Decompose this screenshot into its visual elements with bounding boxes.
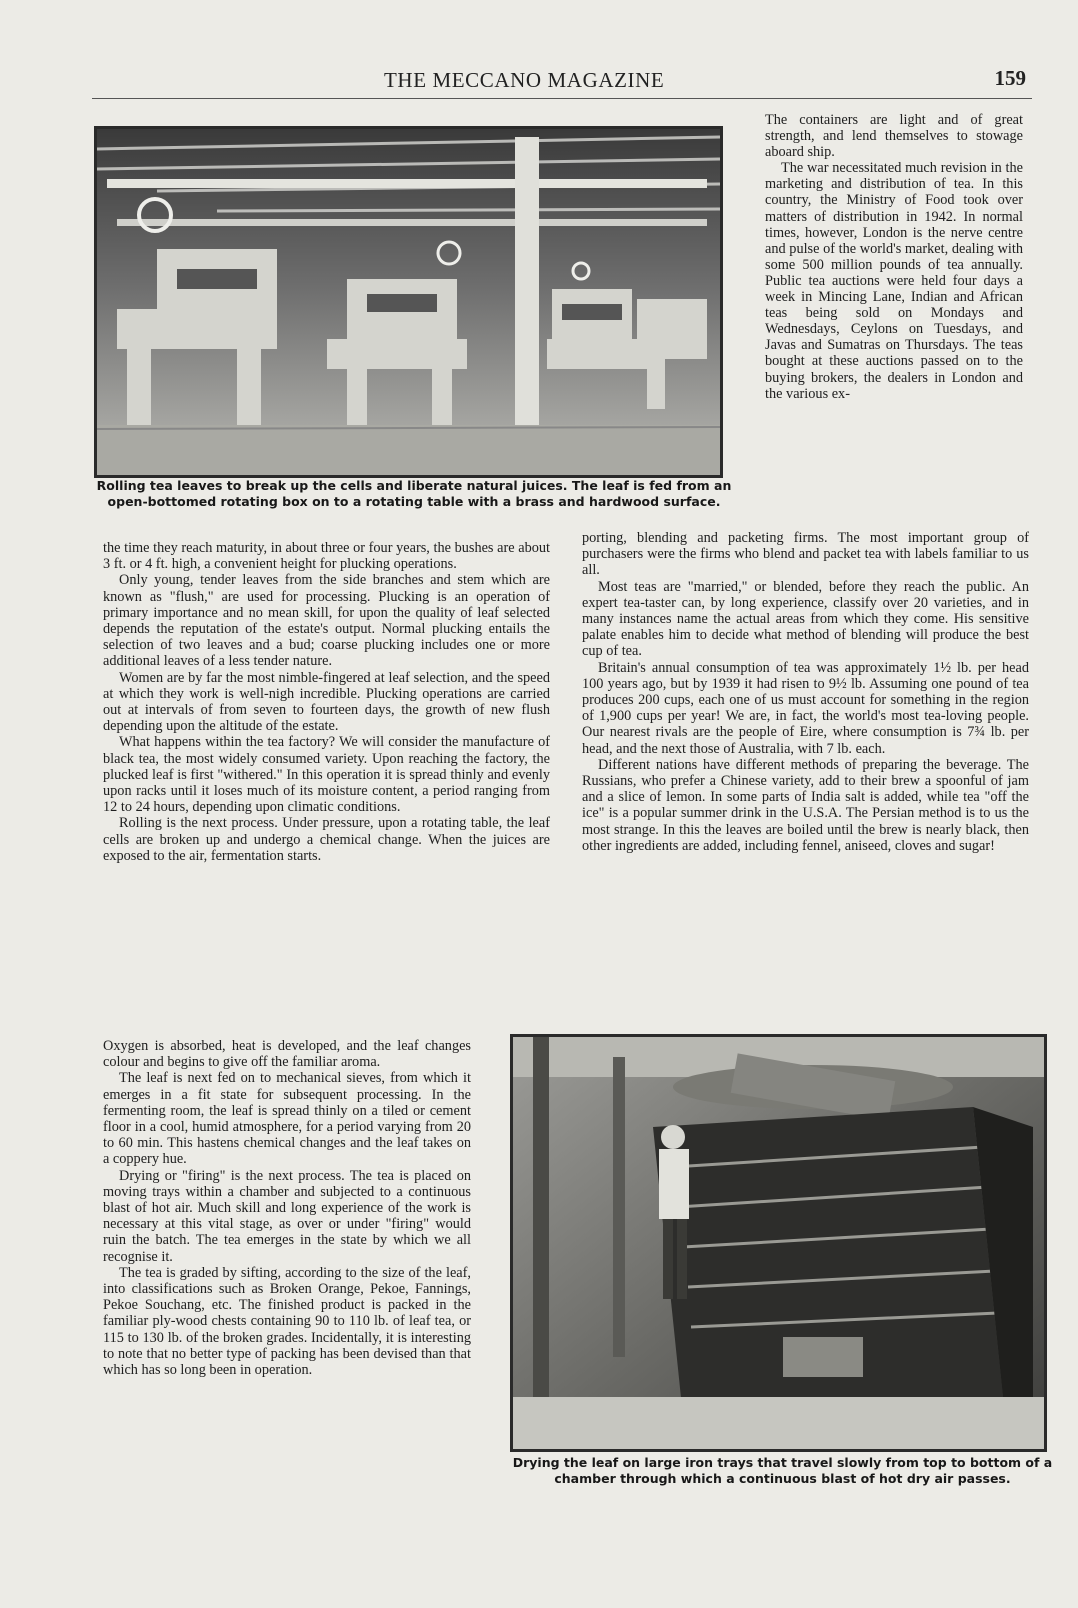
paragraph: What happens within the tea factory? We will consider the manufacture of black tea, the most widely consumed variety. Upon reaching the factory, the plucked leaf is first "withered." In this operation it is spread thinly and evenly upon racks until it loses much of its moisture content, a period ranging from 12 to 24 hours, depending upon climatic conditions.	[103, 734, 550, 816]
paragraph: Women are by far the most nimble-fingered at leaf selection, and the speed at which they work is well-nigh incredible. Plucking operations are carried out at intervals of from seven to fourteen days, the growth of new flush depending upon the altitude of the estate.	[103, 669, 550, 735]
paragraph: The leaf is next fed on to mechanical sieves, from which it emerges in a fit state for subsequent processing. In the fermenting room, the leaf is spread thinly on a tiled or cement floor in a cool, humid atmosphere, for a period varying from 20 to 60 min. This hastens chemical changes and the leaf takes on a coppery hue.	[103, 1070, 471, 1168]
paragraph: Oxygen is absorbed, heat is developed, and the leaf changes colour and begins to give off the familiar aroma.	[103, 1038, 471, 1071]
paragraph: Only young, tender leaves from the side branches and stem which are known as "flush," are used for processing. Plucking is an operation of primary importance and no mean skill, for upon the quality of leaf selected depends the reputation of the estate's output. Normal plucking entails the selection of two leaves and a bud; coarse plucking includes one or more additional leaves of a less tender nature.	[103, 572, 550, 670]
running-head	[92, 64, 1032, 99]
paragraph: The tea is graded by sifting, according to the size of the leaf, into classifications such as Broken Orange, Pekoe, Fannings, Pekoe Souchang, etc. The finished product is packed in the familiar ply-wood chests containing 90 to 110 lb. of leaf tea, or 115 to 130 lb. of the broken grades. Incidentally, it is interesting to note that no better type of packing has been devised than that which has so long been in operation.	[103, 1264, 471, 1379]
drying-trays-photo	[510, 1034, 1047, 1452]
paragraph: Most teas are "married," or blended, before they reach the public. An expert tea-taster can, by long experience, classify over 20 varieties, and in many instances name the actual areas from which they come. His sensitive palate enables him to decide what method of blending will produce the best cup of tea.	[582, 578, 1029, 660]
magazine-title: THE MECCANO MAGAZINE	[384, 68, 665, 92]
left-column-lower	[103, 1038, 471, 1378]
bottom-figure-caption: Drying the leaf on large iron trays that travel slowly from top to bottom of a chamber through which a continuous blast of hot dry air passes.	[512, 1455, 1053, 1486]
top-figure-caption: Rolling tea leaves to break up the cells and liberate natural juices. The leaf is fed from an open-bottomed rotating box on to a rotating table with a brass and hardwood surface.	[96, 478, 732, 509]
rolling-machines-photo	[94, 126, 723, 478]
paragraph: The war necessitated much revision in the marketing and distribution of tea. In this country, the Ministry of Food took over matters of distribution in 1942. In normal times, however, London is the nerve centre and pulse of the world's market, dealing with some 500 million pounds of tea annually. Public tea auctions were held four days a week in Mincing Lane, Indian and African teas being sold on Mondays and Wednesdays, Ceylons on Tuesdays, and Javas and Sumatras on Thursdays. The teas bought at these auctions passed on to the buying brokers, the dealers in London and the various ex-	[765, 160, 1023, 402]
paragraph: porting, blending and packeting firms. The most important group of purchasers were the firms who blend and packet tea with labels familiar to us all.	[582, 530, 1029, 579]
right-column-lower	[582, 530, 1029, 854]
right-column-upper	[765, 112, 1023, 402]
left-column	[103, 540, 550, 864]
paragraph: Different nations have different methods of preparing the beverage. The Russians, who prefer a Chinese variety, add to their brew a spoonful of jam and a slice of lemon. In some parts of India salt is added, while tea "off the ice" is a popular summer drink in the U.S.A. The Persian method is to us the most strange. In this the leaves are boiled until the brew is nearly black, then other ingredients are added, including fennel, aniseed, cloves and sugar!	[582, 756, 1029, 854]
page-number: 159	[994, 66, 1026, 90]
paragraph: Britain's annual consumption of tea was approximately 1½ lb. per head 100 years ago, but by 1939 it had risen to 9½ lb. Assuming one pound of tea produces 200 cups, each one of us must account for something in the region of 1,900 cups per year! We are, in fact, the world's most tea-loving people. Our nearest rivals are the people of Eire, where consumption is 7¾ lb. per head, and the next those of Australia, with 7 lb. each.	[582, 659, 1029, 757]
paragraph: Rolling is the next process. Under pressure, upon a rotating table, the leaf cells are broken up and undergo a chemical change. When the juices are exposed to the air, fermentation starts.	[103, 815, 550, 864]
paragraph: the time they reach maturity, in about three or four years, the bushes are about 3 ft. or 4 ft. high, a convenient height for plucking operations.	[103, 540, 550, 573]
paragraph: The containers are light and of great strength, and lend themselves to stowage aboard ship.	[765, 112, 1023, 161]
paragraph: Drying or "firing" is the next process. The tea is placed on moving trays within a chamber and subjected to a continuous blast of hot air. Much skill and long experience of the work is necessary at this vital stage, as over or under "firing" would ruin the batch. The tea emerges in the state by which we all recognise it.	[103, 1167, 471, 1265]
